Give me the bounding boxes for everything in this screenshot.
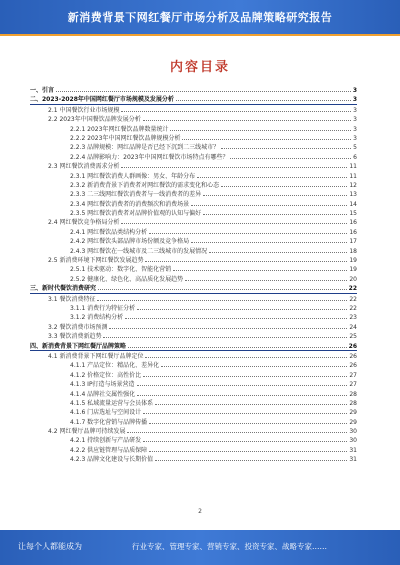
dot-leader xyxy=(56,85,351,92)
dot-leader xyxy=(121,217,347,224)
dot-leader xyxy=(149,227,347,234)
toc-entry-label: 2.5.2 健康化、绿色化、高品质化发展趋势 xyxy=(70,275,184,283)
toc-entry-page: 31 xyxy=(349,456,357,464)
dot-leader xyxy=(176,94,351,101)
toc-entry[interactable] xyxy=(30,351,357,360)
dot-leader xyxy=(137,389,347,396)
toc-entry-page: 12 xyxy=(349,181,357,189)
toc-entry-label: 4.1.2 价格定位：高性价比 xyxy=(70,371,142,379)
toc-entry-page: 14 xyxy=(349,200,357,208)
toc-entry-label: 3.1.1 消费行为特征分析 xyxy=(70,304,136,312)
toc-entry[interactable] xyxy=(30,283,357,293)
toc-entry-label: 3.1 餐饮消费特征 xyxy=(48,295,96,303)
toc-entry-page: 13 xyxy=(349,191,357,199)
toc-heading: 内容目录 xyxy=(169,60,230,75)
toc-entry-label: 二、2023-2028年中国网红餐厅市场规模及发展分析 xyxy=(30,96,174,104)
page-number: 2 xyxy=(198,508,202,515)
dot-leader xyxy=(143,114,351,121)
toc-entry-label: 2.4 网红餐饮竞争格局分析 xyxy=(48,219,120,227)
toc-entry[interactable] xyxy=(30,360,357,369)
toc-entry-label: 一、引言 xyxy=(30,87,55,94)
toc-entry-page: 3 xyxy=(352,87,357,94)
toc-entry[interactable] xyxy=(30,94,357,104)
dot-leader xyxy=(103,331,347,338)
toc-entry[interactable] xyxy=(30,255,357,264)
toc-entry-label: 四、新消费背景下网红餐厅品牌策略 xyxy=(30,342,127,350)
toc-entry-label: 2.1 中国餐饮行业市场规模 xyxy=(48,106,120,114)
dot-leader xyxy=(221,142,351,149)
dot-leader xyxy=(221,180,347,187)
toc-entry[interactable] xyxy=(30,322,357,331)
dot-leader xyxy=(182,133,351,140)
toc-entry-label: 4.1.6 门店选址与空间设计 xyxy=(70,409,142,417)
toc-entry[interactable] xyxy=(30,114,357,123)
dot-leader xyxy=(203,208,347,215)
toc-entry[interactable] xyxy=(30,133,357,142)
footer-bar xyxy=(0,530,400,565)
toc-entry-page: 26 xyxy=(349,362,357,370)
toc-entry[interactable] xyxy=(30,264,357,273)
toc-entry-label: 2.2.2 2023年中国网红餐饮品牌规模分析 xyxy=(70,134,181,142)
toc-entry-page: 19 xyxy=(349,266,357,274)
dot-leader xyxy=(98,283,347,290)
toc-entry[interactable] xyxy=(30,417,357,426)
toc-entry[interactable] xyxy=(30,370,357,379)
toc-entry-page: 22 xyxy=(349,295,357,303)
toc-entry-page: 15 xyxy=(349,210,357,218)
toc-entry[interactable] xyxy=(30,180,357,189)
toc-entry[interactable] xyxy=(30,227,357,236)
toc-entry-page: 31 xyxy=(349,446,357,454)
dot-leader xyxy=(121,161,347,168)
toc-entry-page: 24 xyxy=(349,323,357,331)
toc-entry-label: 2.3.1 网红餐饮消费人群画像：男女、年龄分布 xyxy=(70,172,196,180)
toc-entry[interactable] xyxy=(30,341,357,351)
toc-entry-label: 3.3 餐饮消费新趋势 xyxy=(48,333,102,341)
toc-entry-label: 4.1 新消费背景下网红餐厅品牌定位 xyxy=(48,352,144,360)
toc-entry-label: 2.3.4 网红餐饮消费者的消费频次和消费场景 xyxy=(70,200,190,208)
toc-entry-page: 27 xyxy=(349,381,357,389)
dot-leader xyxy=(137,379,348,386)
toc-entry-label: 2.2.3 品牌规模：网红品牌是否已经下沉到二三线城市？ xyxy=(70,144,220,152)
toc-entry[interactable] xyxy=(30,303,357,312)
dot-leader xyxy=(143,435,347,442)
toc-entry-label: 2.5.1 技术驱动：数字化、智能化营销 xyxy=(70,266,172,274)
toc-entry-page: 3 xyxy=(353,125,357,133)
dot-leader xyxy=(145,351,347,358)
dot-leader xyxy=(125,312,347,319)
toc-entry-label: 2.5 新消费环境下网红餐饮发展趋势 xyxy=(48,257,144,265)
toc-entry-page: 6 xyxy=(353,153,357,161)
report-title: 新消费背景下网红餐厅市场分析及品牌策略研究报告 xyxy=(67,11,333,24)
toc-entry-label: 4.1.5 私域流量运营与会员体系 xyxy=(70,399,154,407)
toc-entry[interactable] xyxy=(30,124,357,133)
toc-entry-page: 16 xyxy=(349,219,357,227)
dot-leader xyxy=(128,341,347,348)
toc-entry-label: 4.1.7 数字化营销与品牌传播 xyxy=(70,418,148,426)
toc-entry-label: 4.2 网红餐厅品牌可持续发展 xyxy=(48,428,126,436)
toc-entry-label: 三、新时代餐饮消费研究 xyxy=(30,285,97,293)
dot-leader xyxy=(127,426,347,433)
toc-entry[interactable] xyxy=(30,435,357,444)
toc-entry-page: 22 xyxy=(349,304,357,312)
dot-leader xyxy=(149,445,347,452)
toc-entry-page: 17 xyxy=(349,238,357,246)
toc-entry[interactable] xyxy=(30,389,357,398)
toc-entry[interactable] xyxy=(30,379,357,388)
toc-entry[interactable] xyxy=(30,331,357,340)
toc-entry-page: 28 xyxy=(349,390,357,398)
toc-entry-page: 19 xyxy=(349,257,357,265)
toc-entry-page: 27 xyxy=(349,371,357,379)
toc-entry-label: 2.2.4 品牌影响力：2023年中国网红餐饮市场特点有哪些？ xyxy=(70,153,229,161)
toc-entry-label: 2.3 网红餐饮消费需求分析 xyxy=(48,163,120,171)
toc-entry-label: 2.4.3 网红餐饮在一线城市及二三线城市的发展情况 xyxy=(70,247,208,255)
toc-entry-page: 3 xyxy=(352,96,357,104)
dot-leader xyxy=(209,246,347,253)
toc-entry-page: 29 xyxy=(349,409,357,417)
toc-entry[interactable] xyxy=(30,161,357,170)
toc-entry[interactable] xyxy=(30,454,357,463)
toc-entry-page: 3 xyxy=(353,134,357,142)
toc-entry-label: 4.2.3 品牌文化建设与长期价值 xyxy=(70,456,154,464)
dot-leader xyxy=(121,105,351,112)
toc-entry-label: 4.2.2 供应链管理与品质保障 xyxy=(70,446,148,454)
toc-entry-page: 30 xyxy=(349,428,357,436)
toc-entry-page: 23 xyxy=(349,314,357,322)
toc-entry-page: 22 xyxy=(348,285,357,293)
toc-entry-page: 11 xyxy=(349,172,357,180)
toc-entry[interactable] xyxy=(30,246,357,255)
dot-leader xyxy=(143,407,347,414)
toc-entry-page: 16 xyxy=(349,228,357,236)
toc-entry-page: 18 xyxy=(349,247,357,255)
dot-leader xyxy=(170,124,351,131)
toc-entry-label: 2.3.2 新消费背景下消费者对网红餐饮的需求变化和心态 xyxy=(70,181,220,189)
toc-entry-label: 2.3.3 二三线网红餐饮消费者与一线消费者的差异 xyxy=(70,191,202,199)
toc-entry-page: 3 xyxy=(353,106,357,114)
dot-leader xyxy=(155,398,347,405)
dot-leader xyxy=(197,171,347,178)
toc-entry-page: 11 xyxy=(349,163,357,171)
toc-entry-page: 20 xyxy=(349,275,357,283)
toc-entry-page: 5 xyxy=(353,144,357,152)
dot-leader xyxy=(173,264,347,271)
dot-leader xyxy=(97,294,347,301)
dot-leader xyxy=(185,274,347,281)
toc-entry-page: 30 xyxy=(349,437,357,445)
toc-entry-page: 26 xyxy=(348,342,357,350)
toc-entry[interactable] xyxy=(30,217,357,226)
toc-entry[interactable] xyxy=(30,407,357,416)
toc-entry-page: 29 xyxy=(349,418,357,426)
header-bar xyxy=(0,0,400,36)
toc-entry-label: 4.2.1 持续创新与产品研发 xyxy=(70,437,142,445)
dot-leader xyxy=(149,417,347,424)
toc-entry[interactable] xyxy=(30,398,357,407)
toc-entry[interactable] xyxy=(30,236,357,245)
toc-entry-label: 2.4.2 网红餐饮头部品牌市场份额及竞争格局 xyxy=(70,238,190,246)
footer-slogan: 让每个人都能成为 xyxy=(18,542,82,551)
dot-leader xyxy=(191,236,347,243)
toc-entry[interactable] xyxy=(30,142,357,151)
toc-entry[interactable] xyxy=(30,199,357,208)
toc-entry-label: 2.2 2023年中国餐饮品牌发展分析 xyxy=(48,116,141,124)
dot-leader xyxy=(143,370,347,377)
toc-entry[interactable] xyxy=(30,152,357,161)
toc-entry-page: 3 xyxy=(353,116,357,124)
dot-leader xyxy=(230,152,351,159)
dot-leader xyxy=(145,255,347,262)
toc-entry-label: 3.2 餐饮消费市场预测 xyxy=(48,323,108,331)
toc-entry[interactable] xyxy=(30,85,357,94)
dot-leader xyxy=(161,360,347,367)
toc-entry-label: 2.3.5 网红餐饮消费者对品牌价值观的认知与偏好 xyxy=(70,210,202,218)
toc-entry[interactable] xyxy=(30,208,357,217)
toc-entry-label: 2.2.1 2023年网红餐饮品牌数量统计 xyxy=(70,125,169,133)
toc-entry-label: 4.1.4 品牌社交属性强化 xyxy=(70,390,136,398)
dot-leader xyxy=(109,322,347,329)
toc-entry[interactable] xyxy=(30,171,357,180)
dot-leader xyxy=(137,303,347,310)
table-of-contents xyxy=(30,85,357,464)
dot-leader xyxy=(191,199,347,206)
footer-tagline: 行业专家、管理专家、营销专家、投资专家、战略专家…… xyxy=(132,542,327,551)
toc-entry-label: 4.1.3 IP打造与场景营造 xyxy=(70,381,135,389)
toc-entry[interactable] xyxy=(30,426,357,435)
toc-entry-label: 3.1.2 消费结构分析 xyxy=(70,314,124,322)
toc-entry[interactable] xyxy=(30,312,357,321)
toc-entry-label: 2.4.1 网红餐饮品类结构分析 xyxy=(70,228,148,236)
toc-entry-page: 28 xyxy=(349,399,357,407)
toc-entry[interactable] xyxy=(30,294,357,303)
dot-leader xyxy=(155,454,347,461)
toc-entry[interactable] xyxy=(30,445,357,454)
dot-leader xyxy=(203,189,347,196)
toc-entry-label: 4.1.1 产品定位：精品化、差异化 xyxy=(70,362,160,370)
toc-entry[interactable] xyxy=(30,189,357,198)
toc-entry-page: 26 xyxy=(349,352,357,360)
toc-entry[interactable] xyxy=(30,105,357,114)
toc-entry-page: 25 xyxy=(349,333,357,341)
toc-entry[interactable] xyxy=(30,274,357,283)
